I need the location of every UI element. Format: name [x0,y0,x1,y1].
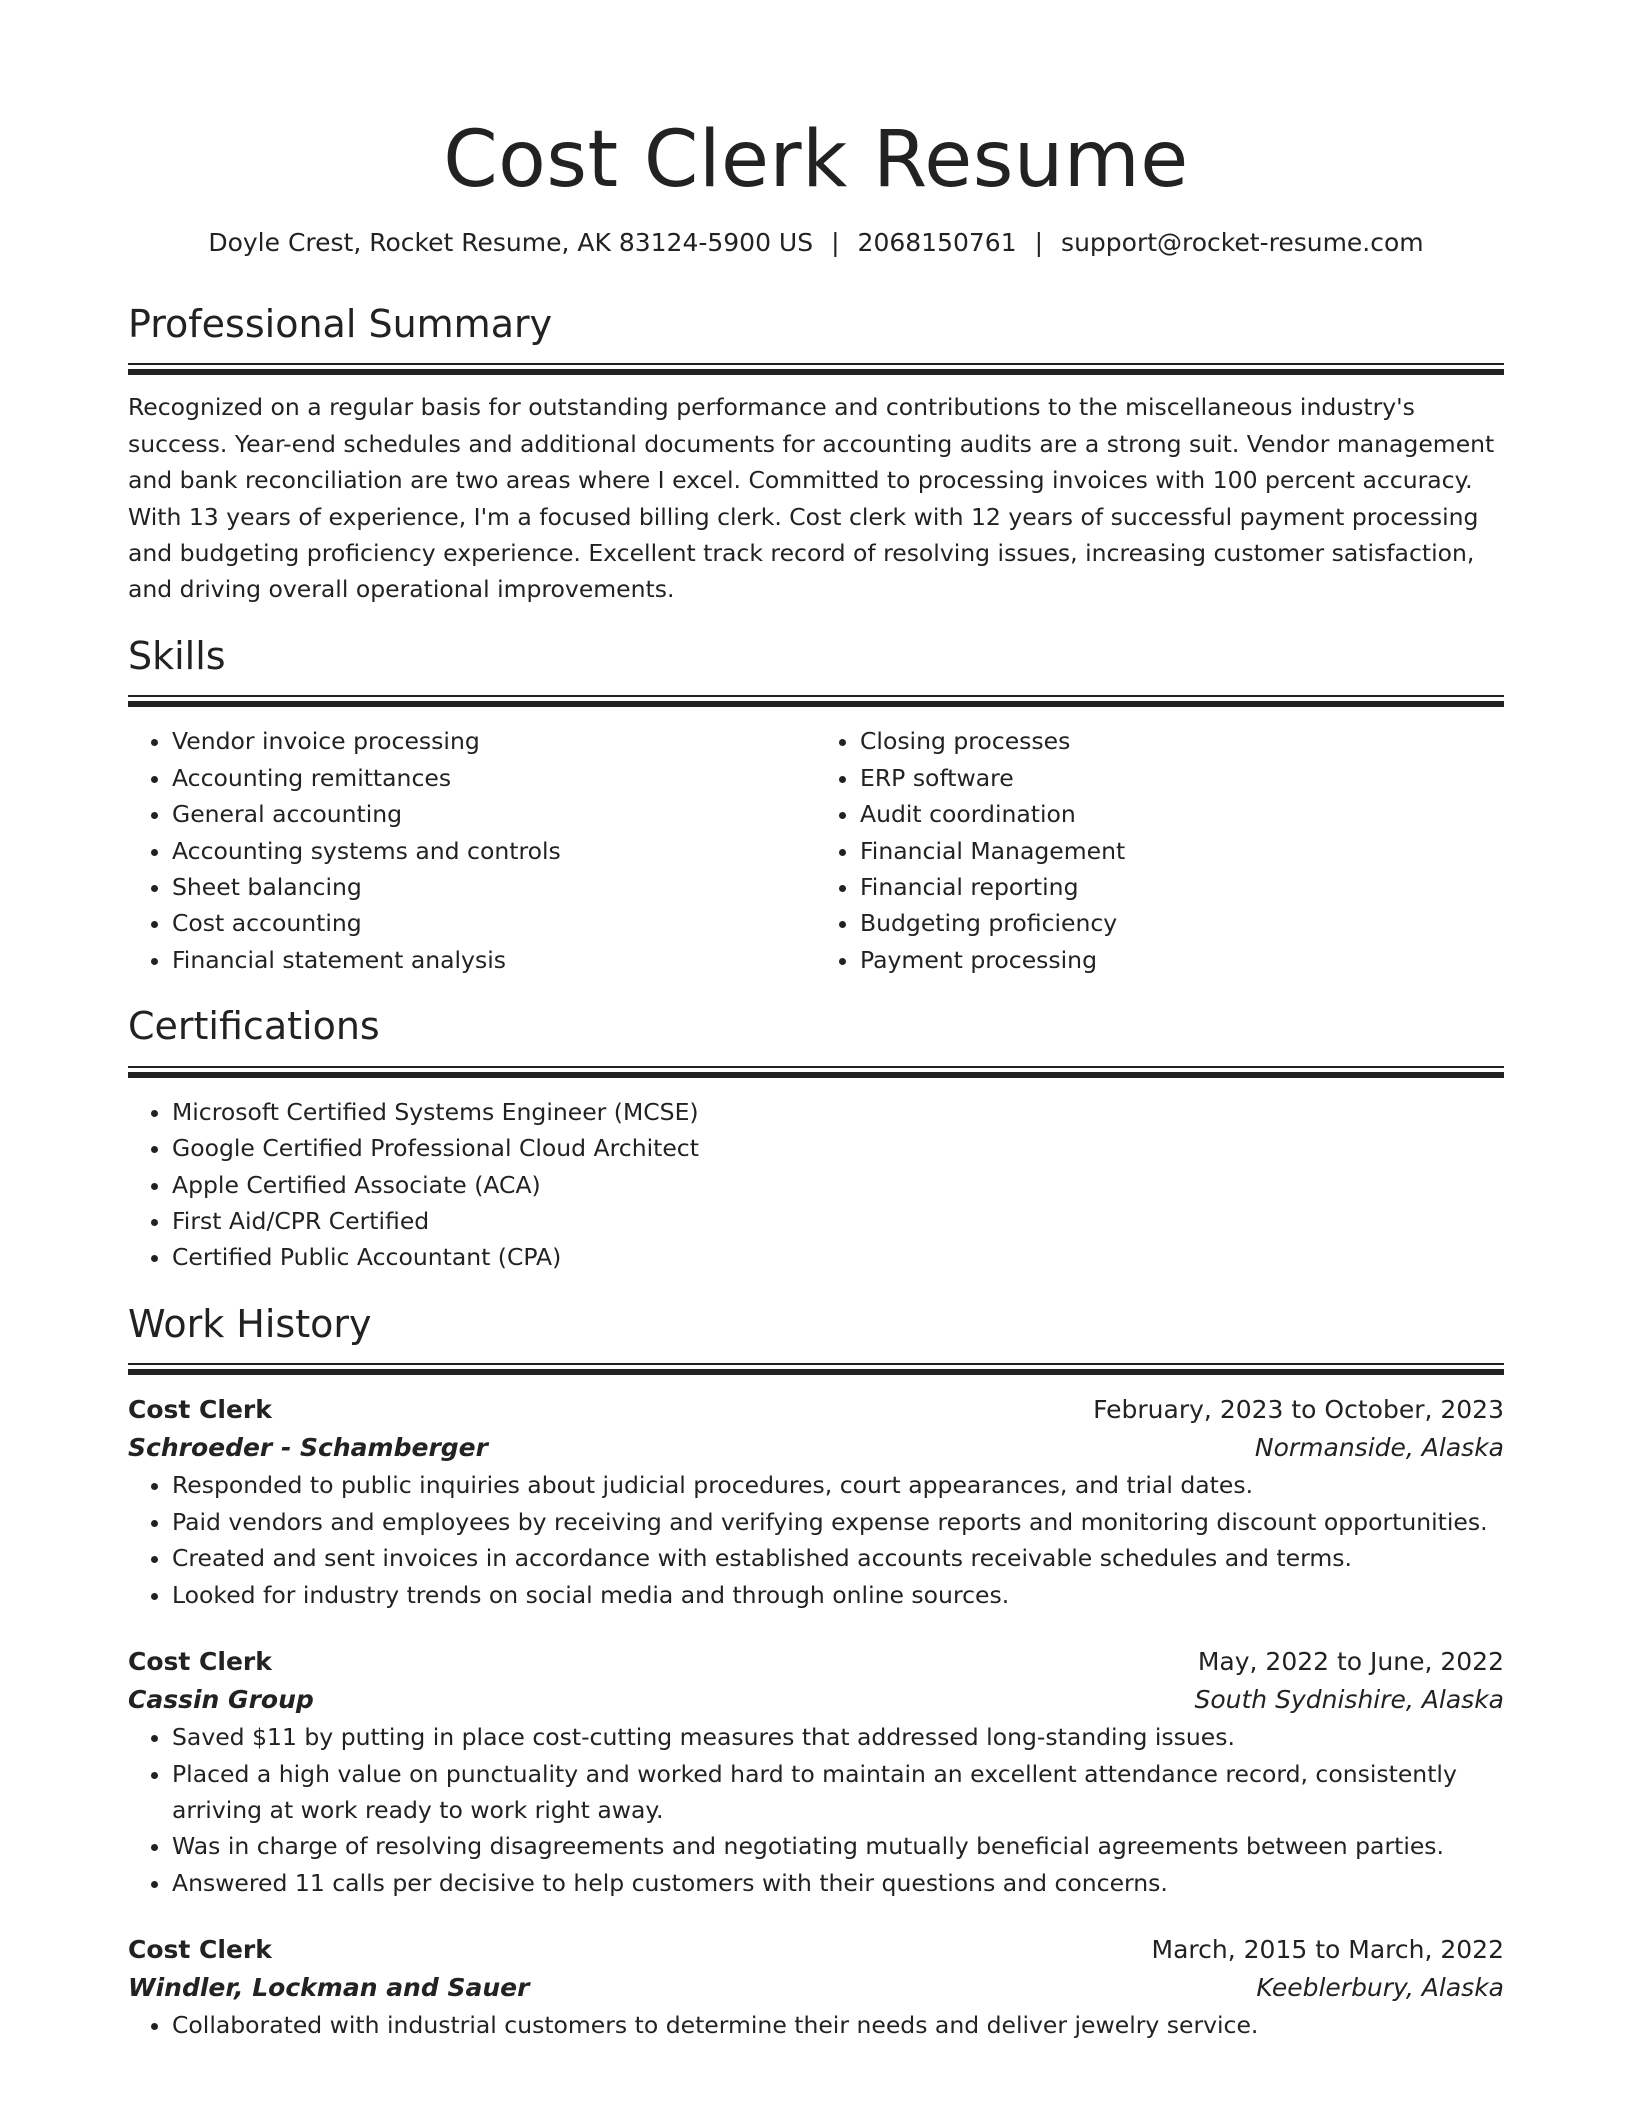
summary-heading: Professional Summary [128,301,553,346]
skill-item: • Vendor invoice processing [172,723,816,759]
job-bullet: • Collaborated with industrial customers to determine their needs and deliver jewelry service. [172,2007,1504,2043]
job-header-row [128,1643,1504,1681]
contact-line [128,228,1504,258]
job-bullet: • Saved $11 by putting in place cost-cutting measures that addressed long-standing issues. [172,1719,1504,1755]
skills-grid [128,723,1504,978]
certification-item: • First Aid/CPR Certified [172,1203,1504,1239]
certifications-section [128,1004,1504,1276]
skill-item: • Accounting remittances [172,760,816,796]
page-title: Cost Clerk Resume [443,115,1189,205]
job-location: Normanside, Alaska [1254,1433,1504,1463]
skills-list-left [128,723,816,978]
job-bullet-list [128,1467,1504,1613]
summary-section [128,302,1504,608]
job-company: Windler, Lockman and Sauer [128,1973,530,2003]
job-company-row [128,1429,1504,1467]
job-title: Cost Clerk [128,1935,272,1965]
job-title: Cost Clerk [128,1647,272,1677]
job-company-row [128,1681,1504,1719]
work-history-section [128,1302,1504,2044]
skills-column-left [128,723,816,978]
contact-separator: | [831,227,840,257]
section-divider [128,363,1504,375]
skill-item: • Financial reporting [860,869,1504,905]
certification-item: • Google Certified Professional Cloud Architect [172,1130,1504,1166]
job-bullet-list [128,1719,1504,1901]
contact-phone: 2068150761 [857,227,1017,257]
certification-item: • Certified Public Accountant (CPA) [172,1239,1504,1275]
job-location: Keeblerbury, Alaska [1256,1973,1504,2003]
job-title: Cost Clerk [128,1395,272,1425]
contact-email: support@rocket-resume.com [1061,227,1424,257]
certifications-list [128,1094,1504,1276]
skill-item: • General accounting [172,796,816,832]
skill-item: • ERP software [860,760,1504,796]
job-company-row [128,1969,1504,2007]
job-header-row [128,1931,1504,1969]
job-dates: February, 2023 to October, 2023 [1093,1395,1504,1425]
job-dates: May, 2022 to June, 2022 [1197,1647,1504,1677]
skills-section [128,634,1504,978]
job-entry [128,1643,1504,1901]
job-location: South Sydnishire, Alaska [1194,1685,1504,1715]
job-header-row [128,1391,1504,1429]
skill-item: • Accounting systems and controls [172,833,816,869]
section-divider [128,1066,1504,1078]
job-dates: March, 2015 to March, 2022 [1151,1935,1504,1965]
job-bullet-list [128,2007,1504,2043]
skills-heading: Skills [128,633,226,678]
job-bullet: • Created and sent invoices in accordance with established accounts receivable schedules and terms. [172,1540,1504,1576]
skills-list-right [816,723,1504,978]
job-company: Schroeder - Schamberger [128,1433,488,1463]
work-history-heading: Work History [128,1301,372,1346]
skill-item: • Payment processing [860,942,1504,978]
job-bullet: • Looked for industry trends on social media and through online sources. [172,1577,1504,1613]
job-bullet: • Placed a high value on punctuality and worked hard to maintain an excellent attendance record, consistently arriving at work ready to work right away. [172,1756,1504,1829]
certification-item: • Apple Certified Associate (ACA) [172,1167,1504,1203]
job-list [128,1391,1504,2043]
job-entry [128,1391,1504,1613]
certifications-heading: Certifications [128,1004,380,1049]
skill-item: • Closing processes [860,723,1504,759]
job-bullet: • Was in charge of resolving disagreements and negotiating mutually beneficial agreements between parties. [172,1828,1504,1864]
section-divider [128,695,1504,707]
contact-separator: | [1034,227,1044,257]
job-entry [128,1931,1504,2043]
skill-item: • Budgeting proficiency [860,905,1504,941]
skill-item: • Audit coordination [860,796,1504,832]
job-bullet: • Paid vendors and employees by receiving and verifying expense reports and monitoring discount opportunities. [172,1504,1504,1540]
job-bullet: • Responded to public inquiries about judicial procedures, court appearances, and trial dates. [172,1467,1504,1503]
job-company: Cassin Group [128,1685,314,1715]
summary-text: Recognized on a regular basis for outstanding performance and contributions to the miscellaneous industry's success. Year-end schedules and additional documents for accounting audits are a strong suit. Vendor management and bank reconciliation are two areas where I excel. Committed to processing invoices with 100 percent accuracy. With 13 years of experience, I'm a focused billing clerk. Cost clerk with 12 years of successful payment processing and budgeting proficiency experience. Excellent track record of resolving issues, increasing customer satisfaction, and driving overall operational improvements. [128,393,1495,604]
skills-column-right [816,723,1504,978]
skill-item: • Sheet balancing [172,869,816,905]
certification-item: • Microsoft Certified Systems Engineer (MCSE) [172,1094,1504,1130]
skill-item: • Cost accounting [172,905,816,941]
contact-address: Doyle Crest, Rocket Resume, AK 83124-5900 US [208,227,814,257]
skill-item: • Financial statement analysis [172,942,816,978]
skill-item: • Financial Management [860,833,1504,869]
job-bullet: • Answered 11 calls per decisive to help customers with their questions and concerns. [172,1865,1504,1901]
section-divider [128,1363,1504,1375]
